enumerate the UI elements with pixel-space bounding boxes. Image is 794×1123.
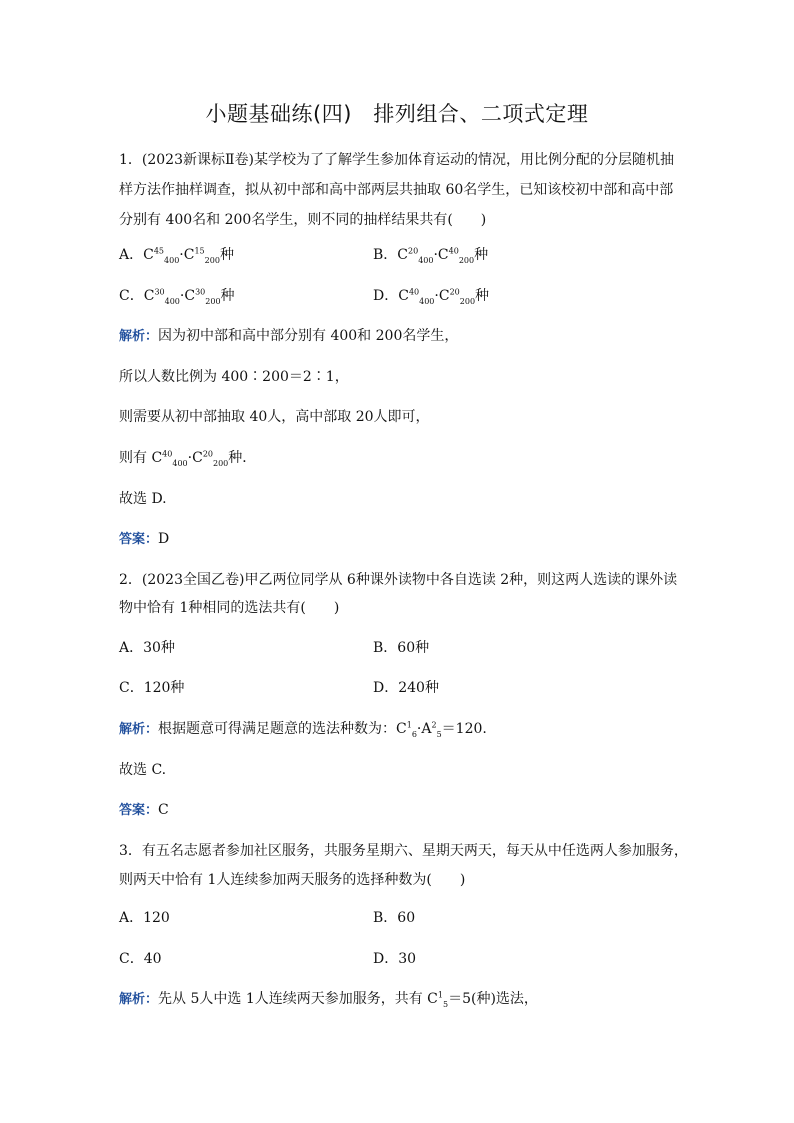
q2-option-b: B．60种 [373,640,430,656]
q1-option-d: D．$C^{40}_{400}\cdot C^{20}_{200}$种 [373,287,490,306]
analysis-label: 解析： [119,992,159,1007]
q1-analysis-line-5: 故选 D. [119,491,167,507]
q1-analysis-line-3: 则需要从初中部抽取 40人，高中部取 20人即可， [119,409,430,425]
page-title: 小题基础练(四) 排列组合、二项式定理 [205,102,589,126]
q2-stem-line-2: 物中恰有 1种相同的选法共有( ) [119,600,340,616]
q1-stem-line-2: 样方法作抽样调查，拟从初中部和高中部两层共抽取 60名学生，已知该校初中部和高中部 [119,182,674,198]
q2-option-c: C．120种 [119,680,185,696]
q1-analysis-line-4: 则有 $C^{40}_{400}\cdot C^{20}_{200}$种． [119,449,257,468]
answer-label: 答案： [119,803,159,818]
q2-option-a: A．30种 [119,640,175,656]
q1-analysis-line-2: 所以人数比例为 400∶200＝2∶1， [119,369,349,385]
q3-analysis-line-1: 解析：先从 5人中选 1人连续两天参加服务，共有 $C^1_5=5$(种)选法， [119,990,538,1009]
q1-option-b: B．$C^{20}_{400}\cdot C^{40}_{200}$种 [373,246,489,265]
q3-stem-line-2: 则两天中恰有 1人连续参加两天服务的选择种数为( ) [119,872,466,888]
analysis-label: 解析： [119,722,159,737]
q3-option-a: A．120 [119,910,170,926]
q1-stem-line-1: 1．(2023新课标Ⅱ卷)某学校为了了解学生参加体育运动的情况，用比例分配的分层随机抽 [119,152,674,168]
q3-option-b: B．60 [373,910,416,926]
q1-option-a: A．$C^{45}_{400}\cdot C^{15}_{200}$种 [119,246,234,265]
q1-answer: 答案：D [119,531,170,547]
q3-option-c: C．40 [119,951,162,967]
q2-analysis-line-2: 故选 C. [119,762,167,778]
q2-option-d: D．240种 [373,680,439,696]
q2-analysis-line-1: 解析：根据题意可得满足题意的选法种数为：$C^1_6\cdot A^2_5=120$. [119,720,487,739]
q1-option-c: C．$C^{30}_{400}\cdot C^{30}_{200}$种 [119,287,235,306]
q3-stem-line-1: 3．有五名志愿者参加社区服务，共服务星期六、星期天两天，每天从中任选两人参加服务， [119,843,688,859]
answer-label: 答案： [119,532,159,547]
analysis-label: 解析： [119,329,159,344]
q2-stem-line-1: 2．(2023全国乙卷)甲乙两位同学从 6种课外读物中各自选读 2种，则这两人选读的课外读 [119,572,678,588]
q2-answer: 答案：C [119,802,169,818]
q1-analysis-line-1: 解析：因为初中部和高中部分别有 400和 200名学生， [119,328,459,344]
q3-option-d: D．30 [373,951,417,967]
q1-stem-line-3: 分别有 400名和 200名学生，则不同的抽样结果共有( ) [119,212,487,228]
